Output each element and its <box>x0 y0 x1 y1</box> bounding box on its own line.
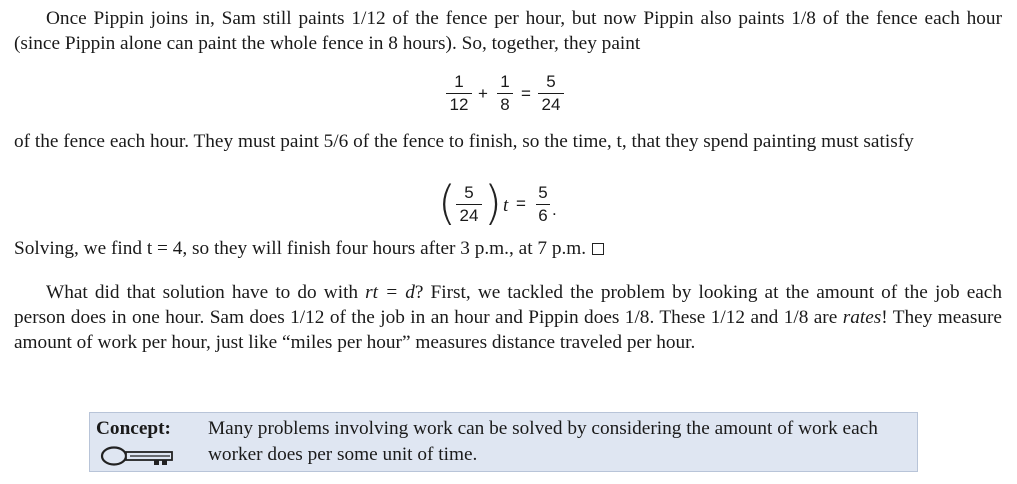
text-part: What did that solution have to do with <box>46 282 366 303</box>
plus-sign: + <box>478 84 488 103</box>
qed-square-icon <box>592 243 604 255</box>
key-icon <box>100 445 178 467</box>
formula-rt-d: rt = d <box>365 282 415 303</box>
numerator: 1 <box>454 72 464 91</box>
solution-line <box>14 236 604 261</box>
equals-sign: = <box>516 194 526 213</box>
fraction-5-24 <box>538 72 564 115</box>
fraction-1-12 <box>446 72 472 115</box>
denominator: 24 <box>459 206 479 226</box>
equals-sign: = <box>521 84 531 103</box>
fraction-bar <box>456 204 482 205</box>
fraction-bar <box>536 204 550 205</box>
fraction-1-8 <box>497 72 513 115</box>
fraction-bar <box>446 93 472 94</box>
concept-label: Concept: <box>96 418 171 439</box>
paragraph-pippin-joins: Once Pippin joins in, Sam still paints 1/12 of the fence per hour, but now Pippin also paints 1/8 of the fence each hour (since Pippin alone can paint the whole fence in 8 hours). So, together, they paint <box>14 8 1002 54</box>
concept-box <box>89 412 918 472</box>
fraction-bar <box>497 93 513 94</box>
numerator: 5 <box>464 183 474 202</box>
denominator: 8 <box>500 95 510 115</box>
open-paren: ( <box>438 176 456 230</box>
fraction-5-24 <box>456 183 482 226</box>
fraction-5-6 <box>536 183 550 226</box>
period: . <box>552 200 557 219</box>
close-paren: ) <box>484 176 502 230</box>
denominator: 12 <box>449 95 469 115</box>
numerator: 5 <box>538 183 548 202</box>
emphasis-rates: rates <box>842 307 882 328</box>
paragraph-must-paint: of the fence each hour. They must paint 5/6 of the fence to finish, so the time, t, that they spend painting must satisfy <box>14 131 914 152</box>
solution-text: Solving, we find t = 4, so they will finish four hours after 3 p.m., at 7 p.m. <box>14 238 587 259</box>
numerator: 5 <box>546 72 556 91</box>
numerator: 1 <box>500 72 510 91</box>
text-part: ? First, we tackled the problem by looking at the amount of the job each person does in one hour. Sam does 1/12 of the job in an hour and Pippin does 1/8. These 1/12 and 1/8 are <box>14 282 1003 328</box>
denominator: 6 <box>538 206 548 226</box>
denominator: 24 <box>541 95 561 115</box>
concept-text: Many problems involving work can be solved by considering the amount of work each worker does per some unit of time. <box>208 418 878 465</box>
variable-t: t <box>503 195 509 216</box>
paragraph-rt-equals-d <box>14 280 1002 355</box>
text-part: ! They measure amount of work per hour, just like “miles per hour” measures distance traveled per hour. <box>14 307 1002 353</box>
fraction-bar <box>538 93 564 94</box>
